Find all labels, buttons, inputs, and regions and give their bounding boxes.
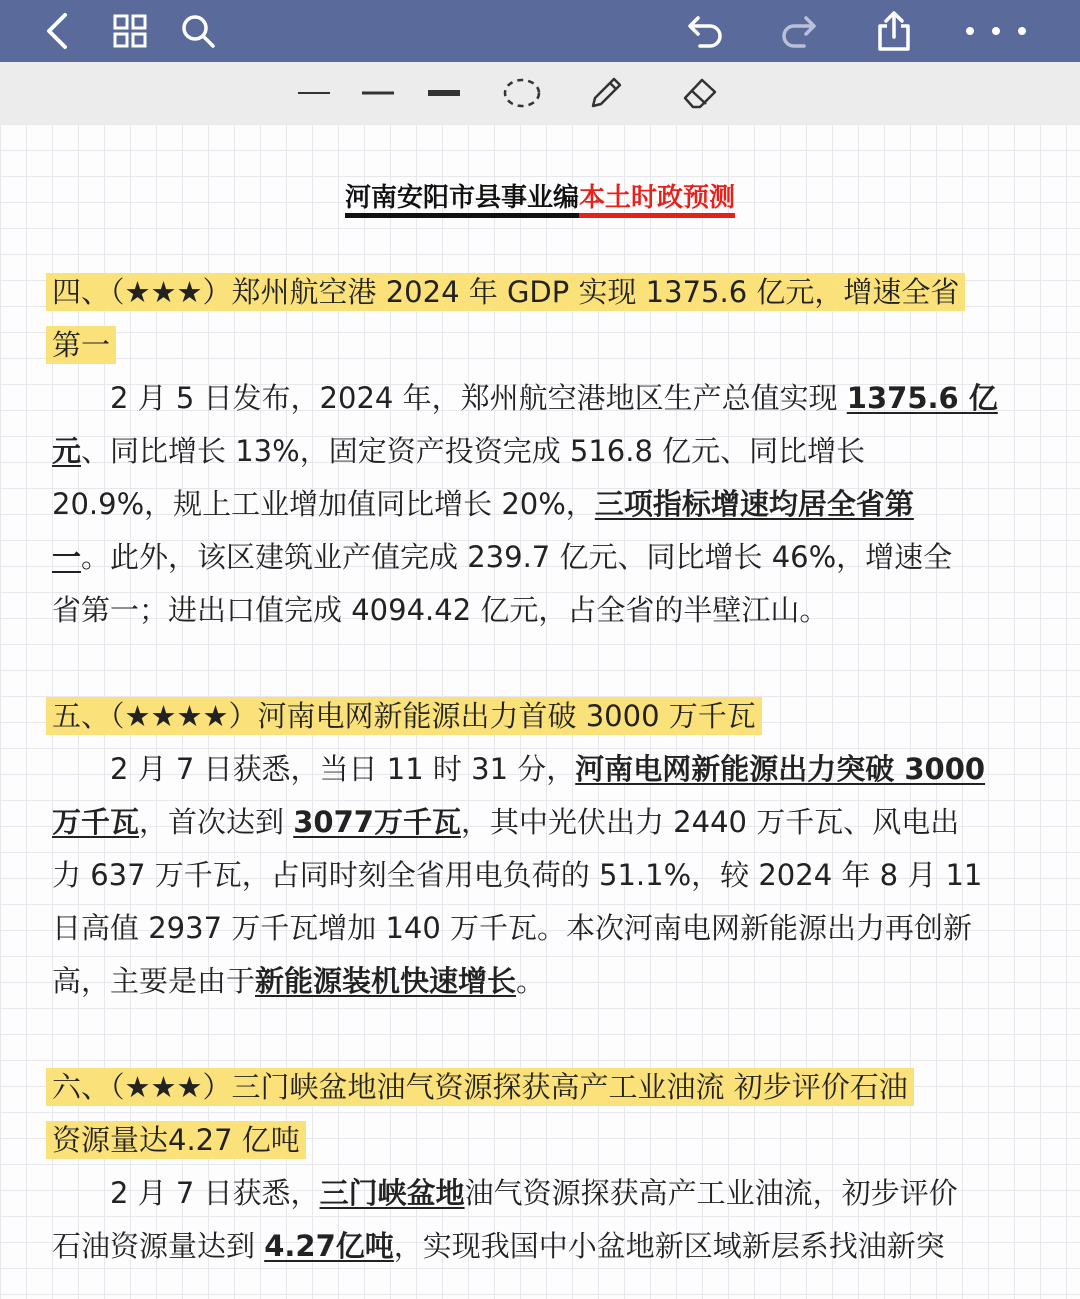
section-4-heading-cont [46, 323, 116, 367]
thin-line-icon [298, 90, 330, 96]
more-icon [964, 25, 1028, 37]
eraser-tool[interactable] [678, 73, 722, 113]
grid-view-button[interactable] [108, 9, 152, 53]
section-6-heading [46, 1065, 914, 1109]
lasso-icon [502, 76, 542, 110]
section-6-heading-line-1: 六、（★★★）三门峡盆地油气资源探获高产工业油流 初步评价石油 [46, 1068, 914, 1106]
redo-icon [778, 12, 818, 50]
title-black-part: 河南安阳市县事业编 [345, 183, 579, 218]
section-5-heading-line-1: 五、（★★★★）河南电网新能源出力首破 3000 万千瓦 [46, 697, 762, 735]
pen-tool[interactable] [584, 73, 628, 113]
section-4-body-line-1: 2 月 5 日发布，2024 年，郑州航空港地区生产总值实现 1375.6 亿 [52, 381, 998, 415]
pencil-icon [587, 74, 625, 112]
section-6-body-line-2: 石油资源量达到 4.27亿吨，实现我国中小盆地新区域新层系找油新突 [52, 1229, 945, 1263]
back-button[interactable] [36, 9, 80, 53]
top-navigation-bar [0, 0, 1080, 62]
thick-line-icon [428, 89, 460, 97]
search-button[interactable] [176, 9, 220, 53]
medium-line-icon [362, 90, 394, 96]
thick-stroke-tool[interactable] [422, 73, 466, 113]
more-options-button[interactable] [964, 9, 1028, 53]
grid-icon [112, 13, 148, 49]
undo-icon [686, 12, 726, 50]
section-5-body-line-1: 2 月 7 日获悉，当日 11 时 31 分，河南电网新能源出力突破 3000 [52, 752, 986, 786]
section-5-body-line-4: 日高值 2937 万千瓦增加 140 万千瓦。本次河南电网新能源出力再创新 [52, 911, 973, 945]
lasso-tool[interactable] [500, 73, 544, 113]
section-4-heading-line-1: 四、（★★★）郑州航空港 2024 年 GDP 实现 1375.6 亿元，增速全省 [46, 273, 965, 311]
section-5-heading [46, 694, 762, 738]
redo-button[interactable] [776, 9, 820, 53]
chevron-left-icon [43, 11, 73, 51]
search-icon [180, 13, 216, 49]
section-6-body-line-1: 2 月 7 日获悉，三门峡盆地油气资源探获高产工业油流，初步评价 [52, 1176, 958, 1210]
section-6-heading-cont [46, 1118, 306, 1162]
section-4-body-line-3: 20.9%，规上工业增加值同比增长 20%，三项指标增速均居全省第 [52, 487, 914, 521]
share-button[interactable] [872, 9, 916, 53]
share-icon [875, 10, 913, 52]
section-4-heading-line-2: 第一 [46, 326, 116, 364]
page-title [0, 160, 1080, 236]
section-6-heading-line-2: 资源量达4.27 亿吨 [46, 1121, 306, 1159]
thin-stroke-tool[interactable] [292, 73, 336, 113]
section-4-heading [46, 270, 965, 314]
pen-toolbar [0, 62, 1080, 124]
section-4-body-line-2: 元、同比增长 13%，固定资产投资完成 516.8 亿元、同比增长 [52, 434, 866, 468]
undo-button[interactable] [684, 9, 728, 53]
section-5-body-line-3: 力 637 万千瓦，占同时刻全省用电负荷的 51.1%，较 2024 年 8 月 11 [52, 858, 983, 892]
section-4-body-line-5: 省第一；进出口值完成 4094.42 亿元，占全省的半壁江山。 [52, 593, 829, 627]
title-red-part: 本土时政预测 [579, 183, 735, 218]
medium-stroke-tool[interactable] [356, 73, 400, 113]
eraser-icon [680, 74, 720, 112]
section-5-body-line-2: 万千瓦，首次达到 3077万千瓦，其中光伏出力 2440 万千瓦、风电出 [52, 805, 960, 839]
section-5-body-line-5: 高，主要是由于新能源装机快速增长。 [52, 964, 546, 998]
section-4-body-line-4: 一。此外，该区建筑业产值完成 239.7 亿元、同比增长 46%，增速全 [52, 540, 953, 574]
